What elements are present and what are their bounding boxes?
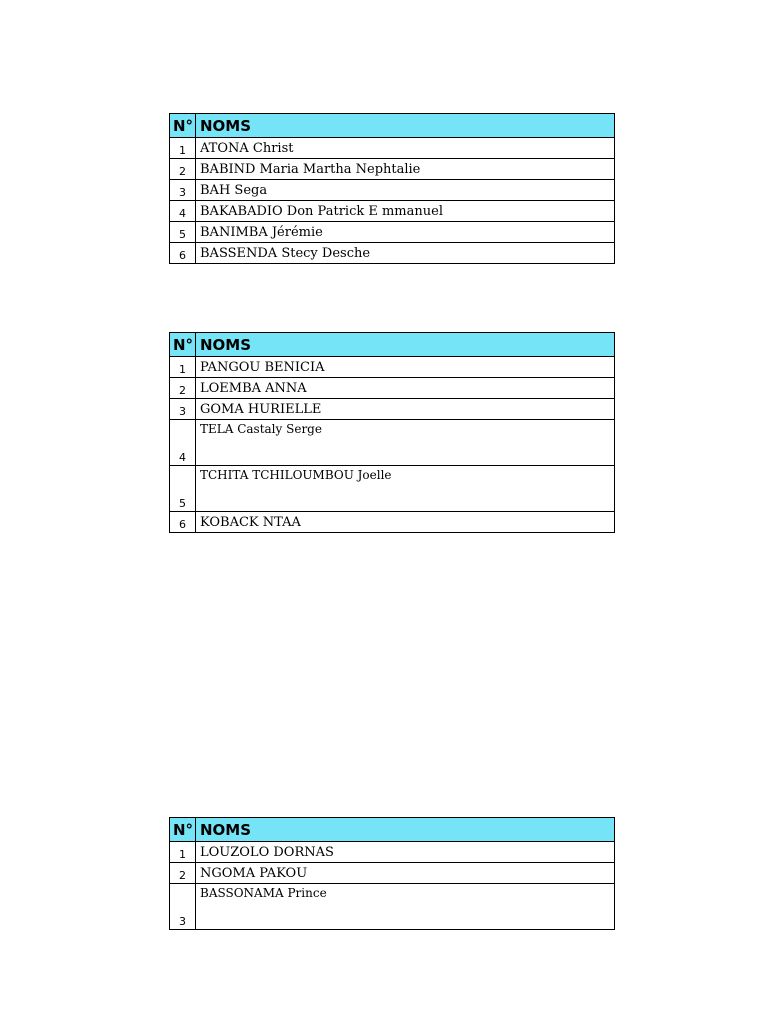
row-name: ATONA Christ	[196, 138, 615, 159]
row-name: BAKABADIO Don Patrick E mmanuel	[196, 201, 615, 222]
table-row	[170, 466, 615, 512]
row-name: GOMA HURIELLE	[196, 399, 615, 420]
table-header-row	[170, 818, 615, 842]
column-header-number: N°	[170, 333, 196, 357]
table-row	[170, 180, 615, 201]
row-number: 4	[170, 201, 196, 222]
table-row	[170, 222, 615, 243]
row-name: TCHITA TCHILOUMBOU Joelle	[196, 466, 615, 512]
row-number: 3	[170, 884, 196, 930]
table-row	[170, 399, 615, 420]
row-name: BASSENDA Stecy Desche	[196, 243, 615, 264]
row-number: 2	[170, 159, 196, 180]
row-number: 1	[170, 357, 196, 378]
table-row	[170, 201, 615, 222]
table-row	[170, 420, 615, 466]
row-name: BASSONAMA Prince	[196, 884, 615, 930]
row-name: PANGOU BENICIA	[196, 357, 615, 378]
row-number: 6	[170, 243, 196, 264]
table-row	[170, 159, 615, 180]
row-number: 1	[170, 138, 196, 159]
row-number: 2	[170, 863, 196, 884]
row-number: 1	[170, 842, 196, 863]
table-row	[170, 512, 615, 533]
column-header-number: N°	[170, 114, 196, 138]
row-number: 4	[170, 420, 196, 466]
row-number: 5	[170, 466, 196, 512]
row-number: 3	[170, 399, 196, 420]
row-name: NGOMA PAKOU	[196, 863, 615, 884]
table-row	[170, 357, 615, 378]
table-row	[170, 842, 615, 863]
names-table-1	[169, 113, 615, 264]
row-name: KOBACK NTAA	[196, 512, 615, 533]
table-row	[170, 884, 615, 930]
row-number: 6	[170, 512, 196, 533]
row-number: 3	[170, 180, 196, 201]
row-number: 5	[170, 222, 196, 243]
column-header-names: NOMS	[196, 114, 615, 138]
table-header-row	[170, 333, 615, 357]
names-table-3	[169, 817, 615, 930]
row-name: BABIND Maria Martha Nephtalie	[196, 159, 615, 180]
table-row	[170, 243, 615, 264]
row-name: LOEMBA ANNA	[196, 378, 615, 399]
row-number: 2	[170, 378, 196, 399]
row-name: LOUZOLO DORNAS	[196, 842, 615, 863]
column-header-names: NOMS	[196, 818, 615, 842]
table-row	[170, 378, 615, 399]
table-row	[170, 863, 615, 884]
column-header-number: N°	[170, 818, 196, 842]
column-header-names: NOMS	[196, 333, 615, 357]
row-name: BAH Sega	[196, 180, 615, 201]
table-header-row	[170, 114, 615, 138]
names-table-2	[169, 332, 615, 533]
row-name: BANIMBA Jérémie	[196, 222, 615, 243]
table-row	[170, 138, 615, 159]
row-name: TELA Castaly Serge	[196, 420, 615, 466]
